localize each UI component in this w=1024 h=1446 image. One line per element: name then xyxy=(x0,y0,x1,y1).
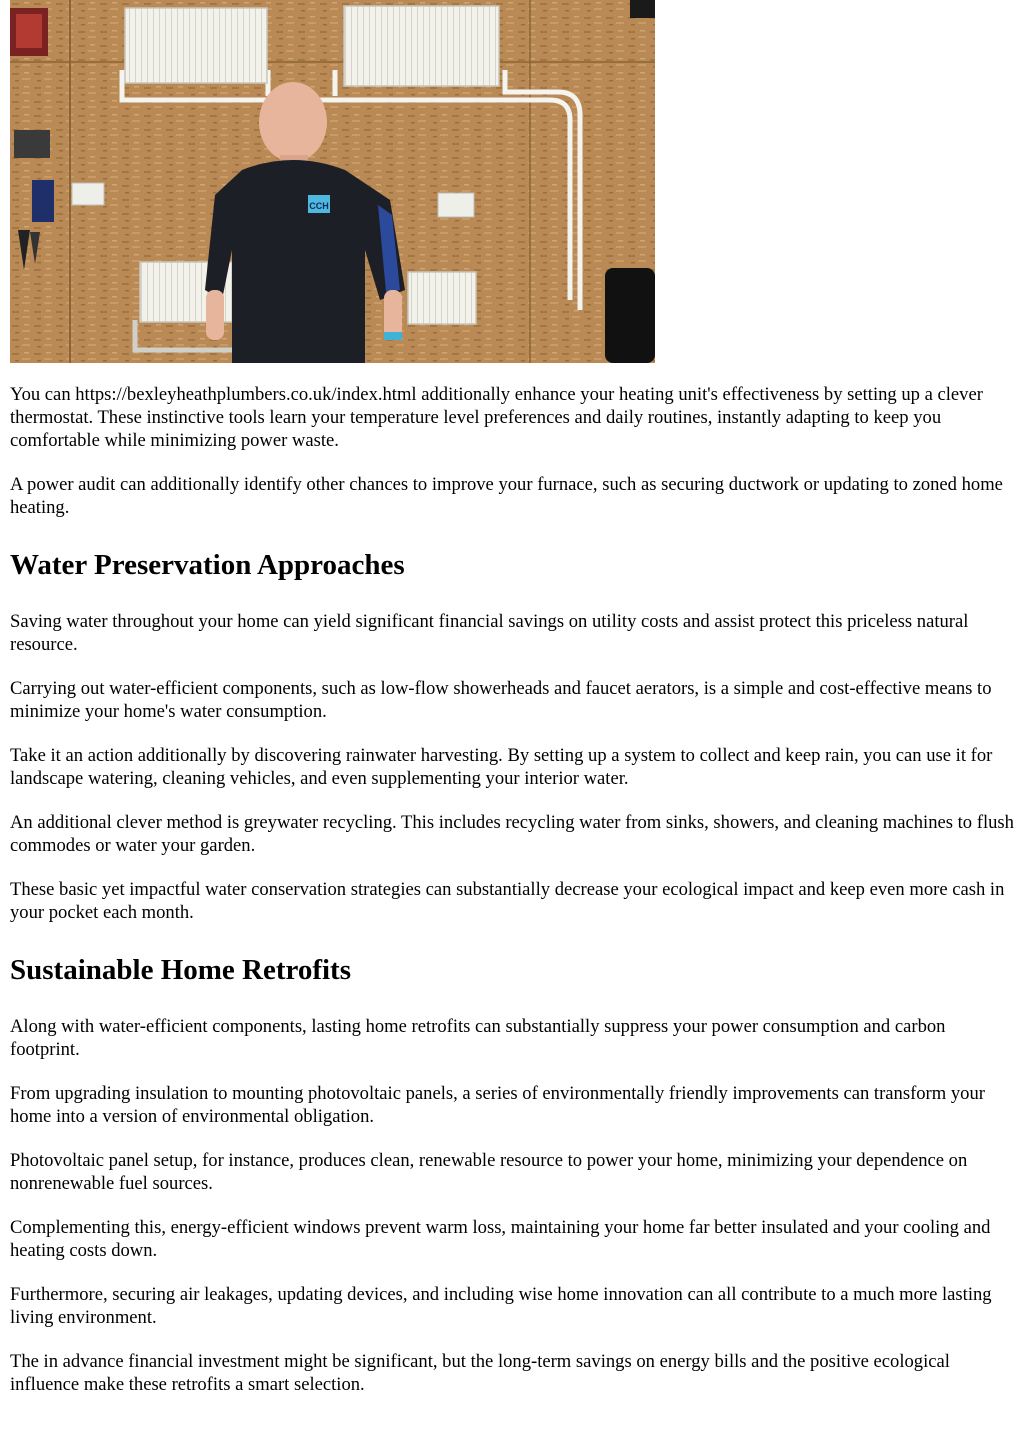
section-heading: Sustainable Home Retrofits xyxy=(10,954,352,986)
section-paragraph: Complementing this, energy-efficient windows prevent warm loss, maintaining your home far better insulated and your cooling and heating costs down. xyxy=(10,1217,991,1261)
retrofits-section xyxy=(10,953,1014,1396)
section-paragraph: Along with water-efficient components, lasting home retrofits can substantially suppress your power consumption and carbon footprint. xyxy=(10,1016,946,1060)
section-paragraph: From upgrading insulation to mounting photovoltaic panels, a series of environmentally friendly improvements can transform your home into a version of environmental obligation. xyxy=(10,1083,985,1127)
water-section xyxy=(10,548,1014,924)
section-paragraph: Photovoltaic panel setup, for instance, produces clean, renewable resource to power your home, minimizing your dependence on nonrenewable fuel sources. xyxy=(10,1150,968,1194)
section-paragraph: The in advance financial investment might be significant, but the long-term savings on energy bills and the positive ecological influence make these retrofits a smart selection. xyxy=(10,1351,950,1395)
section-paragraph: Furthermore, securing air leakages, updating devices, and including wise home innovation can all contribute to a much more lasting living environment. xyxy=(10,1284,992,1328)
shirt-logo: CCH xyxy=(309,201,329,211)
section-paragraph: These basic yet impactful water conservation strategies can substantially decrease your ecological impact and keep even more cash in your pocket each month. xyxy=(10,879,1005,923)
section-paragraph: Saving water throughout your home can yield significant financial savings on utility costs and assist protect this priceless natural resource. xyxy=(10,611,969,655)
section-paragraph: Carrying out water-efficient components, such as low-flow showerheads and faucet aerators, is a simple and cost-effective means to minimize your home's water consumption. xyxy=(10,678,992,722)
intro-paragraph-1: You can https://bexleyheathplumbers.co.uk/index.html additionally enhance your heating unit's effectiveness by setting up a clever thermostat. These instinctive tools learn your temperature level preferences and daily routines, instantly adapting to keep you comfortable while minimizing power waste. xyxy=(10,384,983,451)
section-paragraph: Take it an action additionally by discovering rainwater harvesting. By setting up a system to collect and keep rain, you can use it for landscape watering, cleaning vehicles, and even supplementing your interior water. xyxy=(10,745,993,789)
intro-paragraph-2: A power audit can additionally identify other chances to improve your furnace, such as securing ductwork or updating to zoned home heating. xyxy=(10,474,1003,518)
intro-section xyxy=(10,383,1014,519)
section-heading: Water Preservation Approaches xyxy=(10,549,405,581)
section-paragraph: An additional clever method is greywater recycling. This includes recycling water from sinks, showers, and cleaning machines to flush commodes or water your garden. xyxy=(10,812,1014,856)
plumber-photo xyxy=(10,0,655,363)
